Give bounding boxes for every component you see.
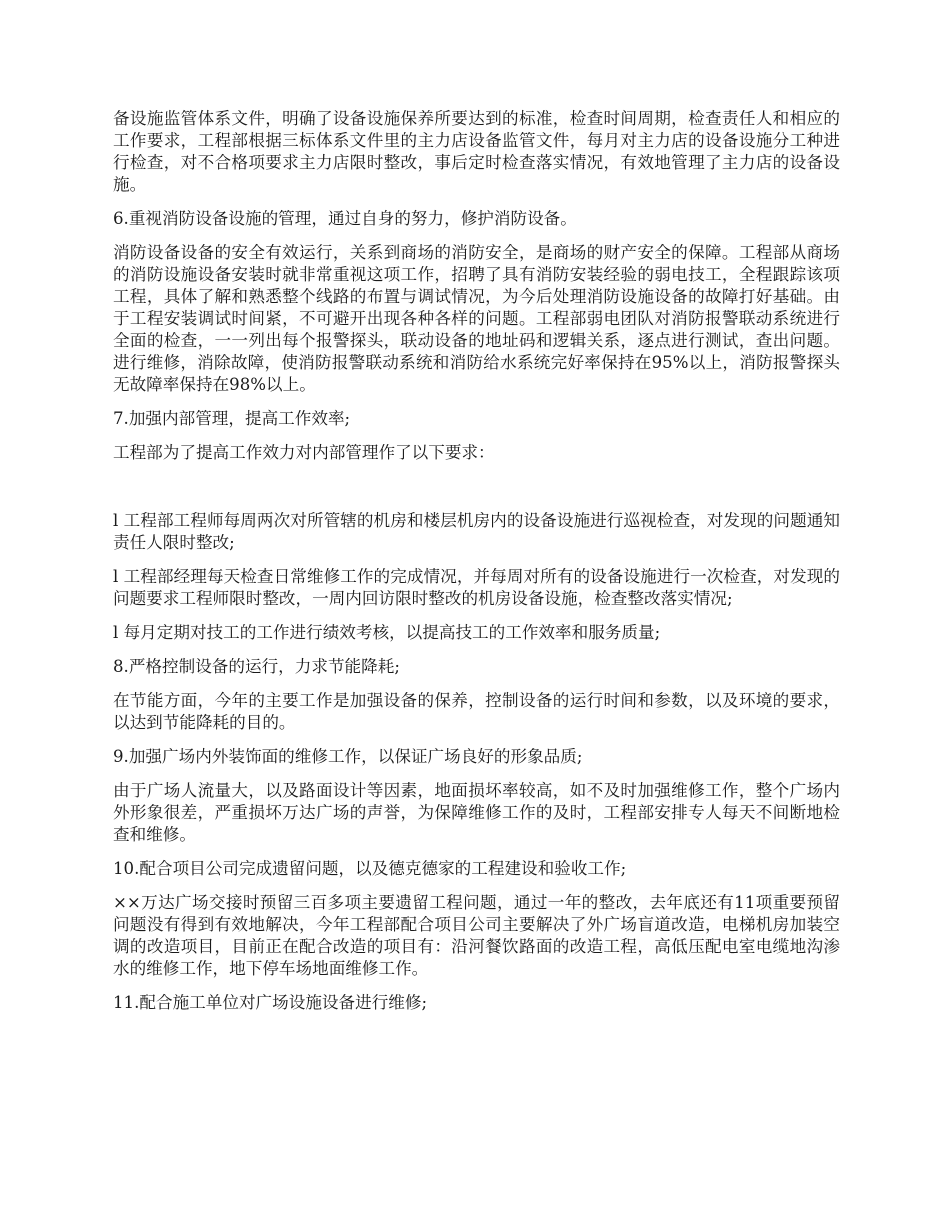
paragraph-decoration-maintenance: 由于广场人流量大，以及路面设计等因素，地面损坏率较高，如不及时加强维修工作，整个广场内外形象很差，严重损坏万达广场的声誉，为保障维修工作的及时，工程部安排专人每天不间断地检查和维修。 (113, 781, 840, 844)
heading-decoration-maintenance: 9.加强广场内外装饰面的维修工作，以保证广场良好的形象品质; (113, 747, 583, 766)
paragraph-internal-requirements: 工程部为了提高工作效力对内部管理作了以下要求： (113, 443, 495, 462)
paragraph-energy-saving: 在节能方面，今年的主要工作是加强设备的保养，控制设备的运行时间和参数，以及环境的要求，以达到节能降耗的目的。 (113, 691, 840, 732)
heading-legacy-issues: 10.配合项目公司完成遗留问题，以及德克德家的工程建设和验收工作; (113, 859, 627, 878)
list-item-engineer-inspection: l 工程部工程师每周两次对所管辖的机房和楼层机房内的设备设施进行巡视检查，对发现的问题通知责任人限时整改; (113, 511, 840, 552)
heading-fire-equipment: 6.重视消防设备设施的管理，通过自身的努力，修护消防设备。 (113, 209, 577, 228)
paragraph-legacy-issues: ××万达广场交接时预留三百多项主要遗留工程问题，通过一年的整改，去年底还有11项重要预留问题没有得到有效地解决，今年工程部配合项目公司主要解决了外广场盲道改造，电梯机房加装空调的改造项目，目前正在配合改造的项目有：沿河餐饮路面的改造工程，高低压配电室电缆地沟渗水的维修工作，地下停车场地面维修工作。 (113, 893, 840, 978)
heading-energy-saving: 8.严格控制设备的运行，力求节能降耗; (113, 657, 400, 676)
heading-internal-management: 7.加强内部管理，提高工作效率; (113, 409, 351, 428)
list-item-performance-review: l 每月定期对技工的工作进行绩效考核，以提高技工的工作效率和服务质量; (113, 623, 661, 642)
paragraph-fire-equipment: 消防设备设备的安全有效运行，关系到商场的消防安全，是商场的财产安全的保障。工程部从商场的消防设施设备安装时就非常重视这项工作，招聘了具有消防安装经验的弱电技工，全程跟踪该项工程，具体了解和熟悉整个线路的布置与调试情况，为今后处理消防设施设备的故障打好基础。由于工程安装调试时间紧，不可避开出现各种各样的问题。工程部弱电团队对消防报警联动系统进行全面的检查，一一列出每个报警探头，联动设备的地址码和逻辑关系，逐点进行测试，查出问题。进行维修，消除故障，使消防报警联动系统和消防给水系统完好率保持在95%以上，消防报警探头无故障率保持在98%以上。 (113, 243, 840, 394)
heading-contractor-maintenance: 11.配合施工单位对广场设施设备进行维修; (113, 993, 428, 1012)
document-body (113, 108, 840, 1026)
blank-spacer (113, 476, 840, 510)
list-item-manager-inspection: l 工程部经理每天检查日常维修工作的完成情况，并每周对所有的设备设施进行一次检查，对发现的问题要求工程师限时整改，一周内回访限时整改的机房设备设施，检查整改落实情况; (113, 567, 840, 608)
paragraph-facility-supervision: 备设施监管体系文件，明确了设备设施保养所要达到的标准，检查时间周期，检查责任人和相应的工作要求，工程部根据三标体系文件里的主力店设备监管文件，每月对主力店的设备设施分工种进行检查，对不合格项要求主力店限时整改，事后定时检查落实情况，有效地管理了主力店的设备设施。 (113, 109, 840, 194)
